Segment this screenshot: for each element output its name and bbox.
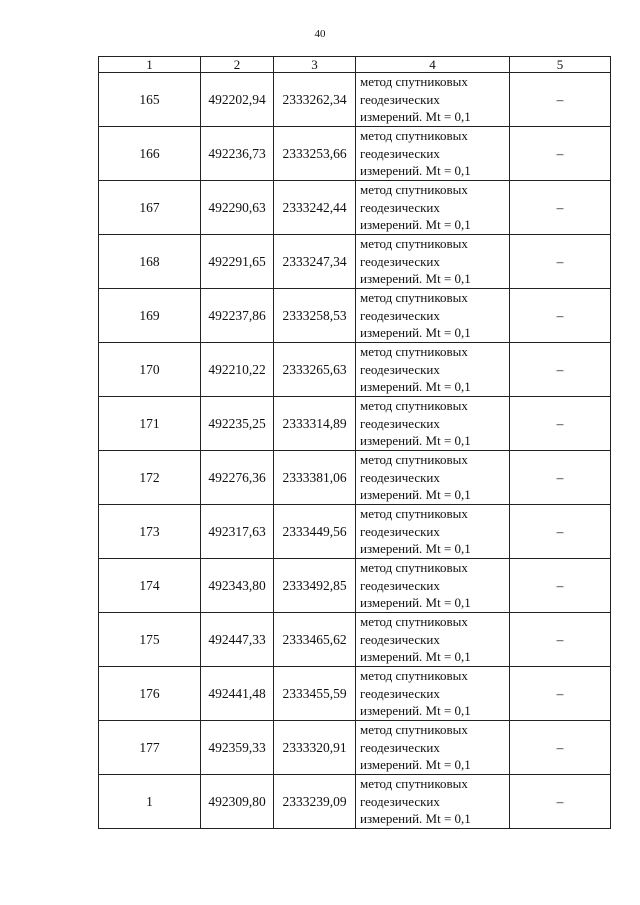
method-cell <box>356 127 510 181</box>
x-coordinate-cell: 492291,65 <box>201 235 274 289</box>
x-coordinate-cell: 492235,25 <box>201 397 274 451</box>
x-coordinate-cell: 492441,48 <box>201 667 274 721</box>
note-cell: – <box>510 559 611 613</box>
table-row <box>99 559 611 613</box>
method-text-line: метод спутниковых <box>360 776 468 792</box>
method-cell <box>356 343 510 397</box>
method-text-line: измерений. Mt = 0,1 <box>360 325 471 341</box>
table-body <box>99 73 611 829</box>
y-coordinate-cell: 2333253,66 <box>274 127 356 181</box>
table-row <box>99 613 611 667</box>
method-text-line: измерений. Mt = 0,1 <box>360 487 471 503</box>
column-header-2: 2 <box>201 57 274 73</box>
y-coordinate-cell: 2333239,09 <box>274 775 356 829</box>
method-text-line: геодезических <box>360 523 440 539</box>
coordinates-table <box>98 56 611 829</box>
method-text-line: измерений. Mt = 0,1 <box>360 649 471 665</box>
method-text-line: геодезических <box>360 361 440 377</box>
method-text-line: метод спутниковых <box>360 614 468 630</box>
x-coordinate-cell: 492290,63 <box>201 181 274 235</box>
y-coordinate-cell: 2333449,56 <box>274 505 356 559</box>
x-coordinate-cell: 492237,86 <box>201 289 274 343</box>
method-text-line: метод спутниковых <box>360 722 468 738</box>
method-text-line: геодезических <box>360 577 440 593</box>
method-text-line: измерений. Mt = 0,1 <box>360 109 471 125</box>
y-coordinate-cell: 2333262,34 <box>274 73 356 127</box>
page-number: 40 <box>314 28 326 40</box>
method-text-line: измерений. Mt = 0,1 <box>360 379 471 395</box>
method-text-line: измерений. Mt = 0,1 <box>360 757 471 773</box>
method-text-line: геодезических <box>360 307 440 323</box>
point-number-cell: 176 <box>99 667 201 721</box>
table-row <box>99 721 611 775</box>
x-coordinate-cell: 492236,73 <box>201 127 274 181</box>
point-number-cell: 177 <box>99 721 201 775</box>
method-cell <box>356 559 510 613</box>
table-row <box>99 667 611 721</box>
method-cell <box>356 775 510 829</box>
method-cell <box>356 667 510 721</box>
method-cell <box>356 451 510 505</box>
note-cell: – <box>510 343 611 397</box>
note-cell: – <box>510 505 611 559</box>
x-coordinate-cell: 492202,94 <box>201 73 274 127</box>
note-cell: – <box>510 721 611 775</box>
method-cell <box>356 289 510 343</box>
method-text-line: геодезических <box>360 199 440 215</box>
point-number-cell: 175 <box>99 613 201 667</box>
method-text-line: геодезических <box>360 145 440 161</box>
point-number-cell: 172 <box>99 451 201 505</box>
method-cell <box>356 721 510 775</box>
column-header-4: 4 <box>356 57 510 73</box>
table-row <box>99 397 611 451</box>
table-row <box>99 181 611 235</box>
point-number-cell: 171 <box>99 397 201 451</box>
table-row <box>99 289 611 343</box>
method-text-line: геодезических <box>360 253 440 269</box>
method-cell <box>356 235 510 289</box>
table-row <box>99 505 611 559</box>
point-number-cell: 166 <box>99 127 201 181</box>
table-header-row <box>99 57 611 73</box>
point-number-cell: 174 <box>99 559 201 613</box>
method-cell <box>356 397 510 451</box>
y-coordinate-cell: 2333247,34 <box>274 235 356 289</box>
note-cell: – <box>510 451 611 505</box>
table-row <box>99 127 611 181</box>
method-text-line: метод спутниковых <box>360 560 468 576</box>
method-text-line: метод спутниковых <box>360 74 468 90</box>
y-coordinate-cell: 2333320,91 <box>274 721 356 775</box>
method-cell <box>356 181 510 235</box>
method-text-line: метод спутниковых <box>360 236 468 252</box>
point-number-cell: 168 <box>99 235 201 289</box>
table-row <box>99 343 611 397</box>
y-coordinate-cell: 2333381,06 <box>274 451 356 505</box>
method-text-line: метод спутниковых <box>360 506 468 522</box>
x-coordinate-cell: 492276,36 <box>201 451 274 505</box>
method-text-line: измерений. Mt = 0,1 <box>360 541 471 557</box>
note-cell: – <box>510 613 611 667</box>
y-coordinate-cell: 2333242,44 <box>274 181 356 235</box>
note-cell: – <box>510 289 611 343</box>
column-header-3: 3 <box>274 57 356 73</box>
column-header-5: 5 <box>510 57 611 73</box>
note-cell: – <box>510 235 611 289</box>
method-text-line: измерений. Mt = 0,1 <box>360 595 471 611</box>
y-coordinate-cell: 2333314,89 <box>274 397 356 451</box>
x-coordinate-cell: 492359,33 <box>201 721 274 775</box>
x-coordinate-cell: 492447,33 <box>201 613 274 667</box>
table-row <box>99 775 611 829</box>
y-coordinate-cell: 2333265,63 <box>274 343 356 397</box>
method-text-line: геодезических <box>360 685 440 701</box>
method-text-line: измерений. Mt = 0,1 <box>360 163 471 179</box>
method-text-line: геодезических <box>360 739 440 755</box>
note-cell: – <box>510 181 611 235</box>
x-coordinate-cell: 492210,22 <box>201 343 274 397</box>
method-text-line: метод спутниковых <box>360 398 468 414</box>
y-coordinate-cell: 2333492,85 <box>274 559 356 613</box>
point-number-cell: 173 <box>99 505 201 559</box>
point-number-cell: 1 <box>99 775 201 829</box>
method-text-line: метод спутниковых <box>360 452 468 468</box>
method-text-line: измерений. Mt = 0,1 <box>360 703 471 719</box>
point-number-cell: 165 <box>99 73 201 127</box>
method-text-line: метод спутниковых <box>360 668 468 684</box>
point-number-cell: 169 <box>99 289 201 343</box>
method-cell <box>356 73 510 127</box>
note-cell: – <box>510 667 611 721</box>
point-number-cell: 170 <box>99 343 201 397</box>
point-number-cell: 167 <box>99 181 201 235</box>
table-row <box>99 235 611 289</box>
y-coordinate-cell: 2333465,62 <box>274 613 356 667</box>
method-text-line: измерений. Mt = 0,1 <box>360 271 471 287</box>
column-header-1: 1 <box>99 57 201 73</box>
method-cell <box>356 505 510 559</box>
method-cell <box>356 613 510 667</box>
method-text-line: геодезических <box>360 631 440 647</box>
x-coordinate-cell: 492343,80 <box>201 559 274 613</box>
method-text-line: геодезических <box>360 469 440 485</box>
method-text-line: измерений. Mt = 0,1 <box>360 811 471 827</box>
method-text-line: измерений. Mt = 0,1 <box>360 217 471 233</box>
table-row <box>99 451 611 505</box>
method-text-line: геодезических <box>360 415 440 431</box>
method-text-line: измерений. Mt = 0,1 <box>360 433 471 449</box>
method-text-line: метод спутниковых <box>360 128 468 144</box>
method-text-line: геодезических <box>360 91 440 107</box>
method-text-line: метод спутниковых <box>360 182 468 198</box>
x-coordinate-cell: 492309,80 <box>201 775 274 829</box>
note-cell: – <box>510 775 611 829</box>
table-row <box>99 73 611 127</box>
x-coordinate-cell: 492317,63 <box>201 505 274 559</box>
note-cell: – <box>510 73 611 127</box>
y-coordinate-cell: 2333455,59 <box>274 667 356 721</box>
note-cell: – <box>510 397 611 451</box>
note-cell: – <box>510 127 611 181</box>
method-text-line: геодезических <box>360 793 440 809</box>
y-coordinate-cell: 2333258,53 <box>274 289 356 343</box>
method-text-line: метод спутниковых <box>360 344 468 360</box>
method-text-line: метод спутниковых <box>360 290 468 306</box>
